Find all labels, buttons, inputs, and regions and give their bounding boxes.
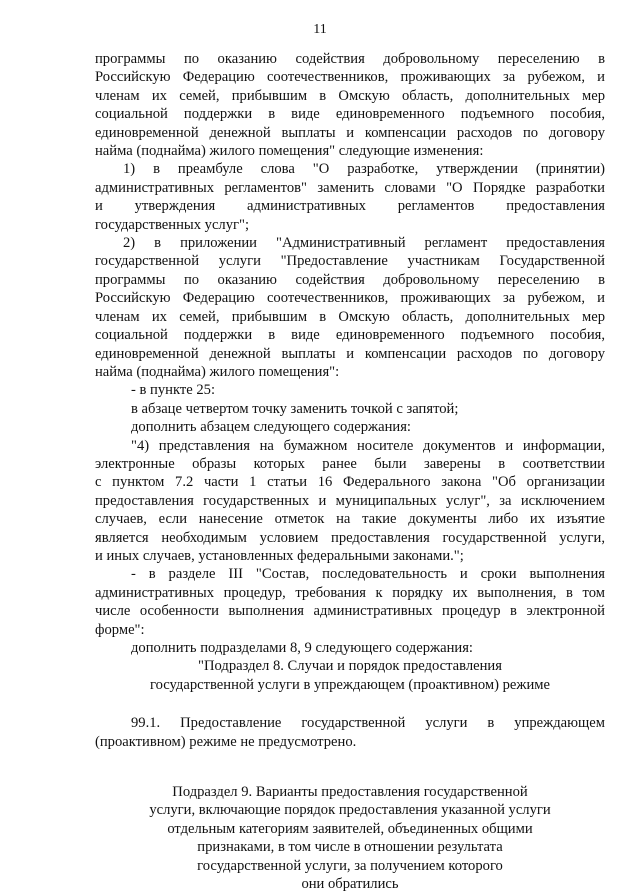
text-line: государственной услуги "Предоставление участникам Государственной: [95, 253, 605, 270]
text-line: 2) в приложении "Административный регламент предоставления: [123, 235, 605, 252]
text-line: социальной поддержки в виде единовременного подъемного пособия,: [95, 327, 605, 344]
text-line: единовременной денежной выплаты и компенсации расходов по договору: [95, 345, 605, 362]
text-line: форме":: [95, 621, 145, 638]
text-line: 1) в преамбуле слова "О разработке, утверждении (принятии): [123, 161, 605, 178]
text-line: числе особенности выполнения административных процедур в электронной: [95, 603, 605, 620]
spacer: [95, 751, 605, 783]
text-line: дополнить абзацем следующего содержания:: [131, 419, 411, 436]
text-line: программы по оказанию содействия добровольному переселению в: [95, 271, 605, 288]
text-line: и утверждения административных регламентов предоставления: [95, 198, 605, 215]
text-line: членам их семей, прибывшим в Омскую область, дополнительных мер: [95, 87, 605, 104]
text-line: программы по оказанию содействия добровольному переселению в: [95, 51, 605, 67]
text-line: Подраздел 9. Варианты предоставления государственной: [172, 784, 528, 801]
text-line: социальной поддержки в виде единовременного подъемного пособия,: [95, 106, 605, 123]
text-line: дополнить подразделами 8, 9 следующего содержания:: [131, 640, 473, 656]
text-line: Российскую Федерацию соотечественников, проживающих за рубежом, и: [95, 290, 605, 307]
text-line: случаев, если нанесение отметок на такие документы либо их изъятие: [95, 511, 605, 528]
text-line: 99.1. Предоставление государственной услуги в упреждающем: [131, 715, 605, 732]
text-line: с пунктом 7.2 части 1 статьи 16 Федерального закона "Об организации: [95, 474, 605, 491]
text-line: отдельным категориям заявителей, объединенных общими: [167, 820, 533, 837]
text-line: административных процедур, требования к порядку их выполнения, в том: [95, 584, 605, 601]
text-line: найма (поднайма) жилого помещения" следующие изменения:: [95, 143, 484, 160]
text-line: - в пункте 25:: [131, 382, 216, 399]
text-line: (проактивном) режиме не предусмотрено.: [95, 733, 357, 750]
text-line: "4) представления на бумажном носителе документов и информации,: [131, 437, 605, 454]
text-line: и иных случаев, установленных федеральными законами.";: [95, 547, 464, 564]
text-line: государственной услуги в упреждающем (проактивном) режиме: [149, 676, 551, 693]
text-line: - в разделе III "Состав, последовательность и сроки выполнения: [131, 566, 605, 583]
text-line: предоставления государственных и муниципальных услуг", за исключением: [95, 492, 605, 509]
text-line: они обратились: [301, 876, 399, 893]
document-body: [95, 50, 605, 893]
text-line: административных регламентов" заменить словами "О Порядке разработки: [95, 179, 605, 196]
text-line: членам их семей, прибывшим в Омскую область, дополнительных мер: [95, 308, 605, 325]
text-line: в абзаце четвертом точку заменить точкой с запятой;: [131, 400, 459, 417]
text-line: услуги, включающие порядок предоставления указанной услуги: [149, 802, 551, 819]
text-line: найма (поднайма) жилого помещения":: [95, 363, 340, 380]
text-line: единовременной денежной выплаты и компенсации расходов по договору: [95, 124, 605, 141]
text-line: государственных услуг";: [95, 216, 250, 233]
text-line: электронные образы которых ранее были заверены в соответствии: [95, 455, 605, 472]
text-line: является необходимым условием предоставления государственной услуги,: [95, 529, 605, 546]
spacer: [95, 694, 605, 714]
page-number: 11: [313, 22, 327, 37]
text-line: государственной услуги, за получением которого: [197, 857, 503, 874]
text-line: признаками, в том числе в отношении результата: [197, 839, 503, 856]
text-line: Российскую Федерацию соотечественников, проживающих за рубежом, и: [95, 69, 605, 86]
text-line: "Подраздел 8. Случаи и порядок предоставления: [198, 658, 502, 675]
